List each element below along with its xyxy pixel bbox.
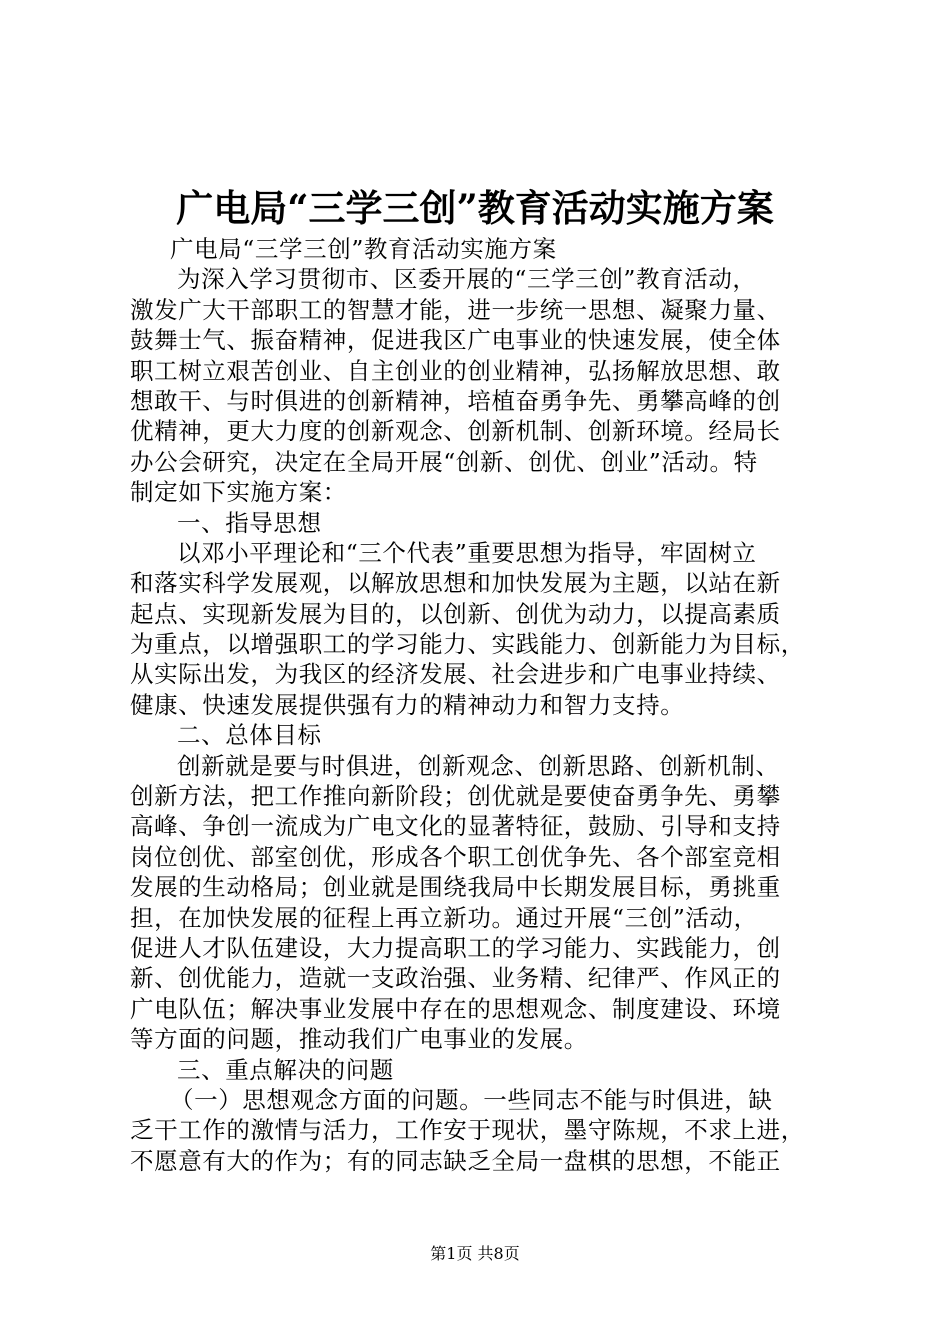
text-line: 高峰、争创一流成为广电文化的显著特征，鼓励、引导和支持 (130, 812, 781, 841)
text-line: （一）思想观念方面的问题。一些同志不能与时俱进，缺 (170, 1085, 773, 1114)
text-line: 创新就是要与时俱进，创新观念、创新思路、创新机制、 (177, 751, 780, 780)
text-line: 发展的生动格局；创业就是围绕我局中长期发展目标，勇挑重 (130, 873, 781, 902)
text-line: 想敢干、与时俱进的创新精神，培植奋勇争先、勇攀高峰的创 (130, 386, 781, 415)
text-line: 广电局“三学三创”教育活动实施方案 (170, 235, 557, 263)
text-line: 制定如下实施方案： (130, 478, 347, 507)
text-line: 广电队伍；解决事业发展中存在的思想观念、制度建设、环境 (130, 994, 781, 1023)
text-line: 为深入学习贯彻市、区委开展的“三学三创”教育活动， (177, 265, 757, 294)
text-line: 从实际出发，为我区的经济发展、社会进步和广电事业持续、 (130, 660, 781, 689)
text-line: 办公会研究，决定在全局开展“创新、创优、创业”活动。特 (130, 447, 758, 476)
text-line: 乏干工作的激情与活力，工作安于现状，墨守陈规，不求上进， (130, 1116, 805, 1145)
text-line: 职工树立艰苦创业、自主创业的创业精神，弘扬解放思想、敢 (130, 356, 781, 385)
text-line: 激发广大干部职工的智慧才能，进一步统一思想、凝聚力量、 (130, 295, 781, 324)
text-line: 健康、快速发展提供强有力的精神动力和智力支持。 (130, 690, 685, 719)
text-line: 为重点，以增强职工的学习能力、实践能力、创新能力为目标， (130, 630, 805, 659)
document-title: 广电局“三学三创”教育活动实施方案 (176, 186, 774, 230)
text-line: 以邓小平理论和“三个代表”重要思想为指导，牢固树立 (177, 538, 757, 567)
section-heading: 三、重点解决的问题 (177, 1055, 394, 1084)
text-line: 起点、实现新发展为目的，以创新、创优为动力，以提高素质 (130, 599, 781, 628)
text-line: 岗位创优、部室创优，形成各个职工创优争先、各个部室竞相 (130, 842, 781, 871)
text-line: 和落实科学发展观，以解放思想和加快发展为主题，以站在新 (130, 569, 781, 598)
text-line: 等方面的问题，推动我们广电事业的发展。 (130, 1025, 588, 1054)
text-line: 担，在加快发展的征程上再立新功。通过开展“三创”活动， (130, 903, 758, 932)
text-line: 创新方法，把工作推向新阶段；创优就是要使奋勇争先、勇攀 (130, 782, 781, 811)
text-line: 促进人才队伍建设，大力提高职工的学习能力、实践能力，创 (130, 933, 781, 962)
section-heading: 一、指导思想 (177, 508, 322, 537)
page-footer: 第1页 共8页 (430, 1244, 520, 1263)
section-heading: 二、总体目标 (177, 721, 322, 750)
text-line: 新、创优能力，造就一支政治强、业务精、纪律严、作风正的 (130, 964, 781, 993)
text-line: 鼓舞士气、振奋精神，促进我区广电事业的快速发展，使全体 (130, 326, 781, 355)
text-line: 不愿意有大的作为；有的同志缺乏全局一盘棋的思想，不能正 (130, 1146, 781, 1175)
document-body (130, 234, 835, 1176)
text-line: 优精神，更大力度的创新观念、创新机制、创新环境。经局长 (130, 417, 781, 446)
